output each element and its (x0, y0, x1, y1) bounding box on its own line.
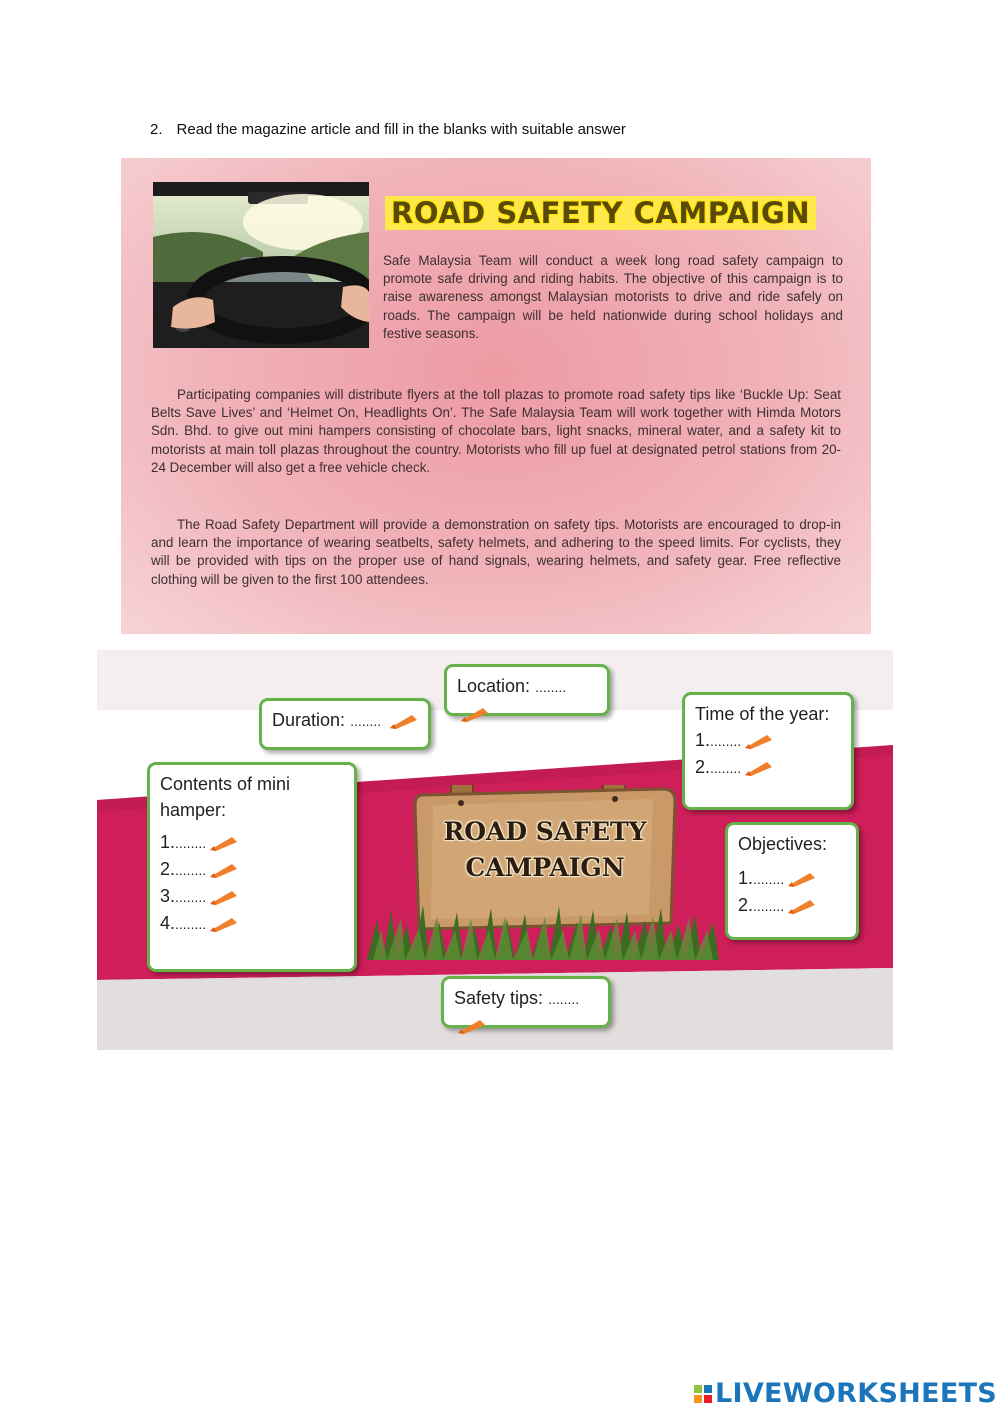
safety-tips-box (441, 976, 611, 1028)
duration-label: Duration: (272, 710, 346, 730)
time-of-year-blank-2[interactable]: ........ (710, 760, 742, 776)
article-paragraph-3: The Road Safety Department will provide a demonstration on safety tips. Motorists are encouraged to drop-in and learn the importance of wearing seatbelts, safety helmets, and adhering to the speed limits. For cyclists, they will be provided with tips on the proper use of hand signals, wearing helmets, and safety gear. Free reflective clothing will be given to the first 100 attendees. (151, 517, 841, 587)
hamper-blank-1[interactable]: ........ (175, 835, 207, 851)
pencil-icon (208, 861, 238, 879)
time-of-year-blank-1[interactable]: ........ (710, 733, 742, 749)
pencil-icon (208, 888, 238, 906)
pencil-icon (743, 732, 773, 750)
objective-blank-2[interactable]: ........ (753, 898, 785, 914)
hamper-blank-3[interactable]: ........ (175, 889, 207, 905)
hamper-item: 2......... (160, 856, 344, 883)
hamper-contents-label-line1: Contents of mini (160, 774, 291, 794)
hamper-item: 1......... (160, 829, 344, 856)
objective-item: 2......... (738, 892, 846, 919)
pencil-icon (459, 705, 489, 723)
hamper-blank-2[interactable]: ........ (175, 862, 207, 878)
time-of-year-item: 2......... (695, 754, 841, 781)
pencil-icon (208, 834, 238, 852)
pencil-icon (388, 712, 418, 730)
sign-title-line2: CAMPAIGN (465, 853, 625, 882)
driving-photo (153, 182, 369, 348)
location-box (444, 664, 610, 716)
question-number: 2. (150, 121, 163, 138)
safety-tips-blank[interactable]: ........ (548, 991, 580, 1007)
hamper-contents-label-line2: hamper: (160, 800, 227, 820)
location-blank[interactable]: ........ (535, 679, 567, 695)
location-label: Location: (457, 676, 531, 696)
objectives-label: Objectives: (738, 834, 828, 854)
liveworksheets-logo-icon (694, 1385, 712, 1403)
instruction-text: Read the magazine article and fill in the blanks with suitable answer (176, 121, 626, 138)
article-paragraph-2: Participating companies will distribute flyers at the toll plazas to promote road safety tips like ‘Buckle Up: Seat Belts Save Lives’ and ‘Helmet On, Headlights On’. The Safe Malaysia Team will work together with Himda Motors Sdn. Bhd. to give out mini hampers consisting of chocolate bars, light snacks, mineral water, and a safety kit to motorists at main toll plazas throughout the country. Motorists who fill up fuel at designated petrol stations from 20-24 December will also get a free vehicle check. (151, 387, 841, 475)
hamper-item: 4......... (160, 910, 344, 937)
brand-name: LIVEWORKSHEETS (715, 1378, 998, 1409)
time-of-year-label: Time of the year: (695, 704, 830, 724)
duration-box (259, 698, 431, 750)
objectives-box (725, 822, 859, 940)
pencil-icon (786, 870, 816, 888)
objective-item: 1......... (738, 865, 846, 892)
objective-blank-1[interactable]: ........ (753, 871, 785, 887)
pencil-icon (786, 897, 816, 915)
sign-title (413, 814, 677, 886)
hamper-blank-4[interactable]: ........ (175, 916, 207, 932)
mind-map (97, 650, 893, 1050)
pencil-icon (743, 759, 773, 777)
grass (367, 900, 727, 960)
sign-title-line1: ROAD SAFETY (443, 817, 647, 846)
time-of-year-item: 1......... (695, 727, 841, 754)
duration-blank[interactable]: ........ (350, 713, 382, 729)
liveworksheets-brand (694, 1378, 997, 1409)
time-of-year-box (682, 692, 854, 810)
article-headline: ROAD SAFETY CAMPAIGN (385, 196, 816, 230)
article-paragraph-1: Safe Malaysia Team will conduct a week long road safety campaign to promote safe driving and riding habits. The objective of this campaign is to raise awareness amongst Malaysian motorists to drive and ride safely on roads. The campaign will be held nationwide during school holidays and festive seasons. (383, 253, 843, 341)
safety-tips-label: Safety tips: (454, 988, 544, 1008)
pencil-icon (456, 1017, 486, 1035)
pencil-icon (208, 915, 238, 933)
instruction (150, 121, 626, 138)
hamper-item: 3......... (160, 883, 344, 910)
hamper-contents-box (147, 762, 357, 972)
magazine-article (121, 158, 871, 634)
